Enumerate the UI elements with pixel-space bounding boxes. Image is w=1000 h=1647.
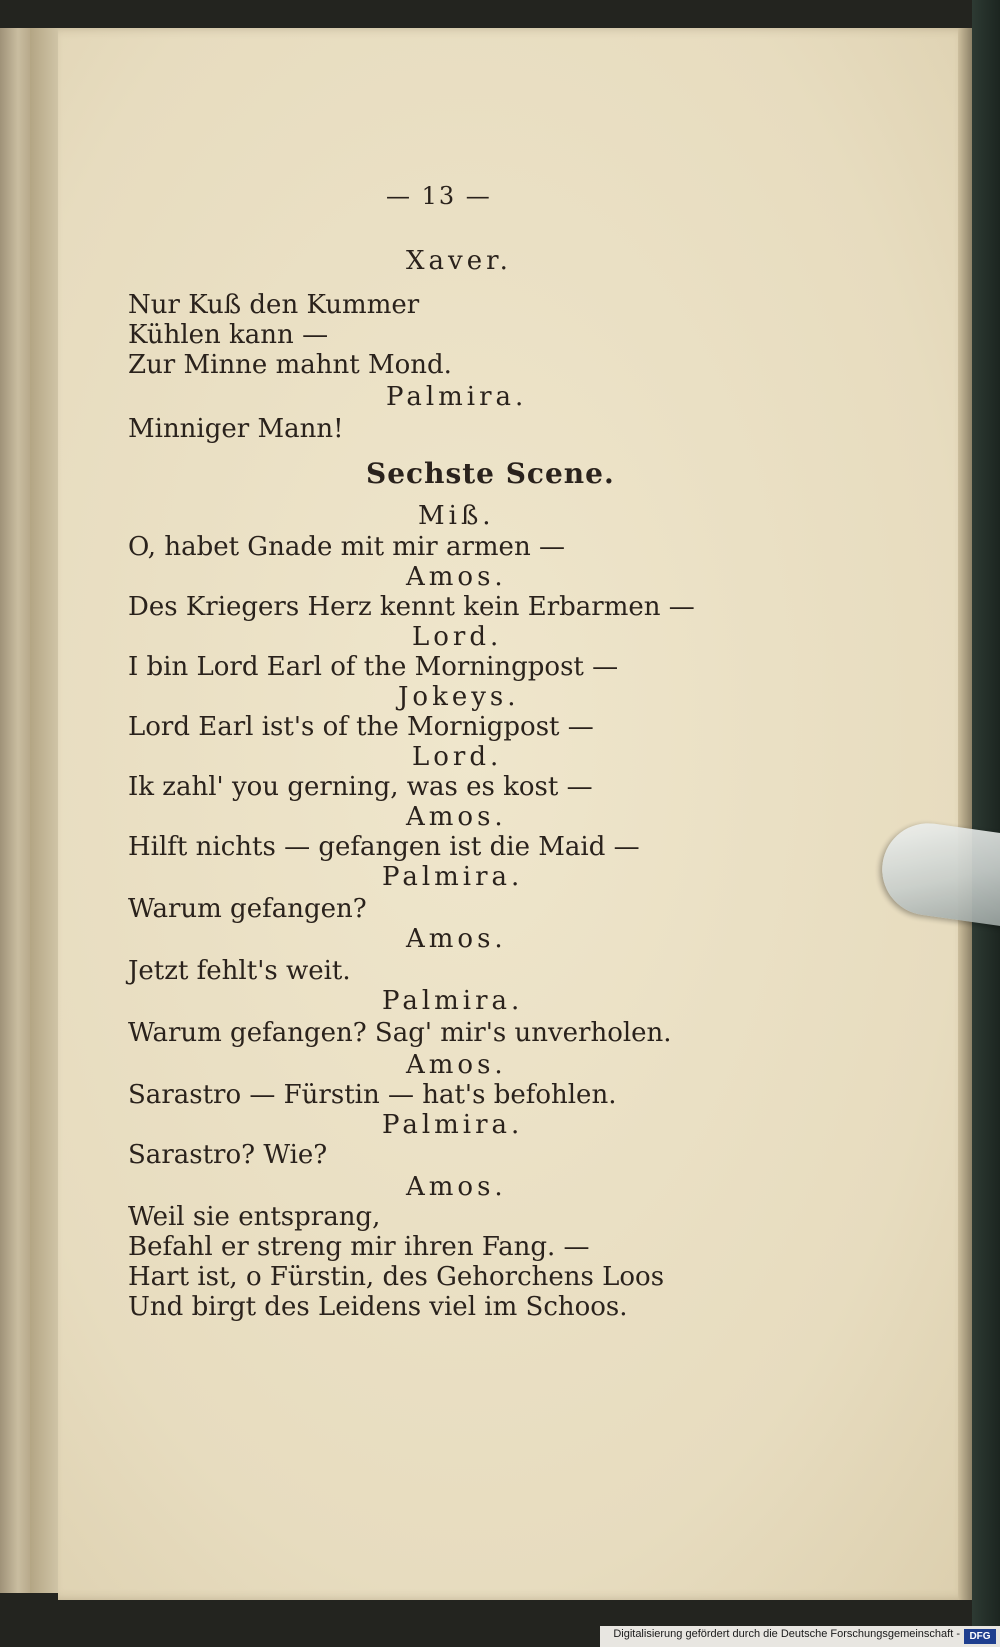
speech-line: Kühlen kann — bbox=[128, 320, 329, 350]
speech-line: Warum gefangen? bbox=[128, 894, 367, 924]
speaker-name: Amos. bbox=[406, 1050, 507, 1080]
digitization-footer bbox=[600, 1626, 1000, 1647]
speech-line: Warum gefangen? Sag' mir's unverholen. bbox=[128, 1018, 672, 1048]
speaker-name: Jokeys. bbox=[398, 682, 520, 712]
speech-line: Minniger Mann! bbox=[128, 414, 344, 444]
speech-line: Hart ist, o Fürstin, des Gehorchens Loos bbox=[128, 1262, 665, 1292]
page-number: — 13 — bbox=[386, 182, 492, 210]
speech-line: Sarastro — Fürstin — hat's befohlen. bbox=[128, 1080, 617, 1110]
speech-line: Zur Minne mahnt Mond. bbox=[128, 350, 452, 380]
speaker-name: Lord. bbox=[412, 622, 503, 652]
funding-credit: Digitalisierung gefördert durch die Deutsche Forschungsgemeinschaft - bbox=[613, 1628, 960, 1640]
speaker-name: Amos. bbox=[406, 1172, 507, 1202]
speech-line: I bin Lord Earl of the Morningpost — bbox=[128, 652, 619, 682]
speech-line: Und birgt des Leidens viel im Schoos. bbox=[128, 1292, 628, 1322]
speech-line: Weil sie entsprang, bbox=[128, 1202, 381, 1232]
speaker-name: Xaver. bbox=[406, 246, 512, 276]
scene-heading: Sechste Scene. bbox=[366, 457, 615, 490]
speaker-name: Miß. bbox=[418, 501, 495, 531]
speech-line: Ik zahl' you gerning, was es kost — bbox=[128, 772, 593, 802]
speech-line: Lord Earl ist's of the Mornigpost — bbox=[128, 712, 594, 742]
speech-line: Jetzt fehlt's weit. bbox=[128, 956, 351, 986]
speaker-name: Lord. bbox=[412, 742, 503, 772]
dfg-logo: DFG bbox=[964, 1629, 996, 1644]
speaker-name: Palmira. bbox=[386, 382, 528, 412]
speaker-name: Palmira. bbox=[382, 862, 524, 892]
speech-line: Des Kriegers Herz kennt kein Erbarmen — bbox=[128, 592, 695, 622]
speaker-name: Palmira. bbox=[382, 1110, 524, 1140]
speaker-name: Palmira. bbox=[382, 986, 524, 1016]
speaker-name: Amos. bbox=[406, 802, 507, 832]
speech-line: Hilft nichts — gefangen ist die Maid — bbox=[128, 832, 640, 862]
speech-line: Nur Kuß den Kummer bbox=[128, 290, 420, 320]
speech-line: O, habet Gnade mit mir armen — bbox=[128, 532, 565, 562]
speech-line: Befahl er streng mir ihren Fang. — bbox=[128, 1232, 590, 1262]
speech-line: Sarastro? Wie? bbox=[128, 1140, 328, 1170]
speaker-name: Amos. bbox=[406, 924, 507, 954]
speaker-name: Amos. bbox=[406, 562, 507, 592]
